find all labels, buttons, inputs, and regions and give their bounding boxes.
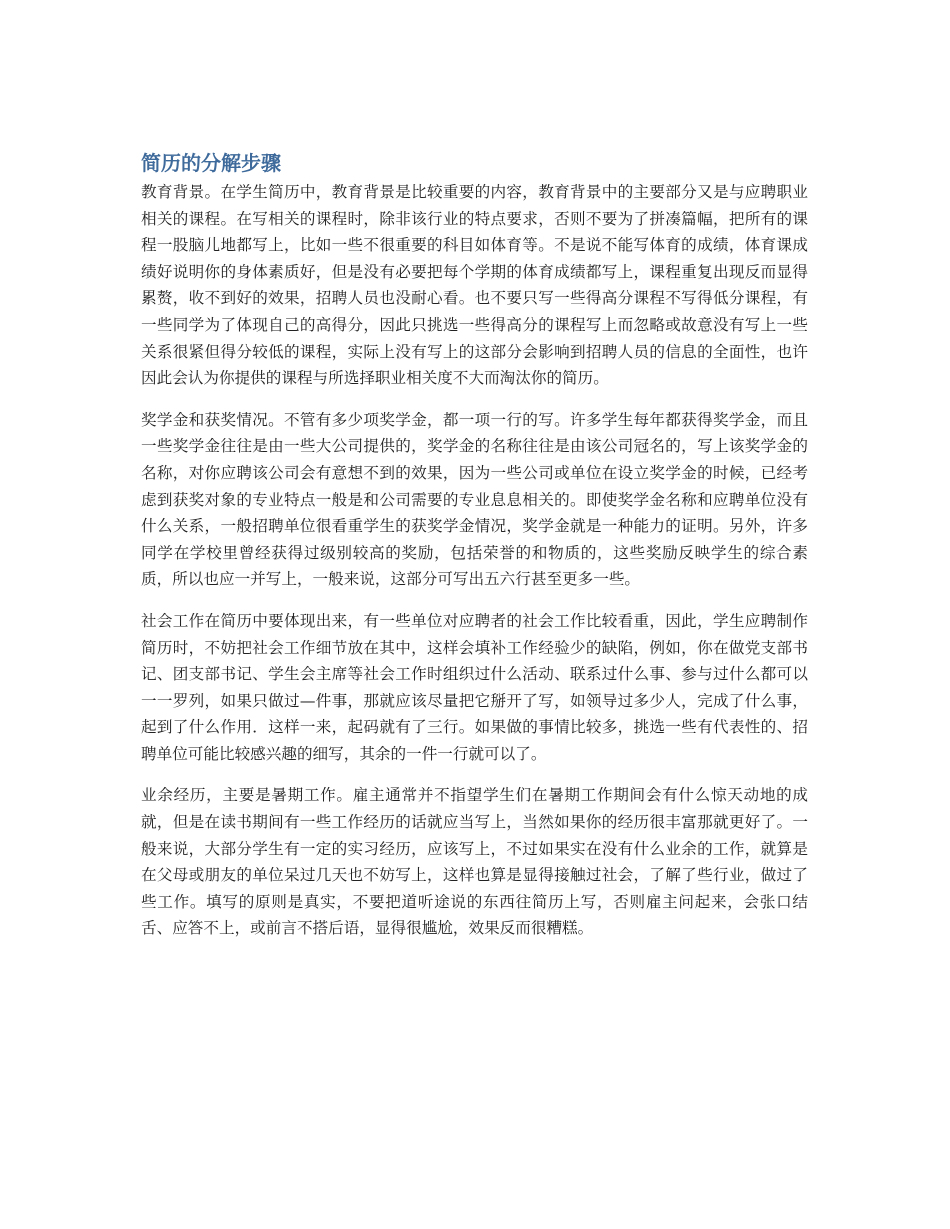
document-page bbox=[141, 148, 808, 957]
paragraph-scholarship: 奖学金和获奖情况。不管有多少项奖学金，都一项一行的写。许多学生每年都获得奖学金，而且一些奖学金往往是由一些大公司提供的，奖学金的名称往往是由该公司冠名的，写上该奖学金的名称，对你应聘该公司会有意想不到的效果，因为一些公司或单位在设立奖学金的时候，已经考虑到获奖对象的专业特点一般是和公司需要的专业息息相关的。即使奖学金名称和应聘单位没有什么关系，一般招聘单位很看重学生的获奖学金情况，奖学金就是一种能力的证明。另外，许多同学在学校里曾经获得过级别较高的奖励，包括荣誉的和物质的，这些奖励反映学生的综合素质，所以也应一并写上，一般来说，这部分可写出五六行甚至更多一些。 bbox=[141, 410, 808, 589]
paragraph-spare-time: 业余经历，主要是暑期工作。雇主通常并不指望学生们在暑期工作期间会有什么惊天动地的成就，但是在读书期间有一些工作经历的话就应当写上，当然如果你的经历很丰富那就更好了。一般来说，大部分学生有一定的实习经历，应该写上，不过如果实在没有什么业余的工作，就算是在父母或朋友的单位呆过几天也不妨写上，这样也算是显得接触过社会，了解了些行业，做过了些工作。填写的原则是真实，不要把道听途说的东西往简历上写，否则雇主问起来，会张口结舌、应答不上，或前言不搭后语，显得很尴尬，效果反而很糟糕。 bbox=[141, 786, 808, 938]
paragraph-social-work: 社会工作在简历中要体现出来，有一些单位对应聘者的社会工作比较看重，因此，学生应聘制作简历时，不妨把社会工作细节放在其中，这样会填补工作经验少的缺陷，例如，你在做党支部书记、团支部书记、学生会主席等社会工作时组织过什么活动、联系过什么事、参与过什么都可以一一罗列，如果只做过—件事，那就应该尽量把它掰开了写，如领导过多少人，完成了什么事，起到了什么作用．这样一来，起码就有了三行。如果做的事情比较多，挑选一些有代表性的、招聘单位可能比较感兴趣的细写，其余的一件一行就可以了。 bbox=[141, 611, 808, 763]
document-title: 简历的分解步骤 bbox=[141, 151, 281, 175]
paragraph-education: 教育背景。在学生简历中，教育背景是比较重要的内容，教育背景中的主要部分又是与应聘职业相关的课程。在写相关的课程时，除非该行业的特点要求，否则不要为了拼凑篇幅，把所有的课程一股脑儿地都写上，比如一些不很重要的科目如体育等。不是说不能写体育的成绩，体育课成绩好说明你的身体素质好，但是没有必要把每个学期的体育成绩都写上，课程重复出现反而显得累赘，收不到好的效果，招聘人员也没耐心看。也不要只写一些得高分课程不写得低分课程，有一些同学为了体现自己的高得分，因此只挑选一些得高分的课程写上而忽略或故意没有写上一些关系很紧但得分较低的课程，实际上没有写上的这部分会影响到招聘人员的信息的全面性，也许因此会认为你提供的课程与所选择职业相关度不大而淘汰你的简历。 bbox=[141, 183, 808, 388]
